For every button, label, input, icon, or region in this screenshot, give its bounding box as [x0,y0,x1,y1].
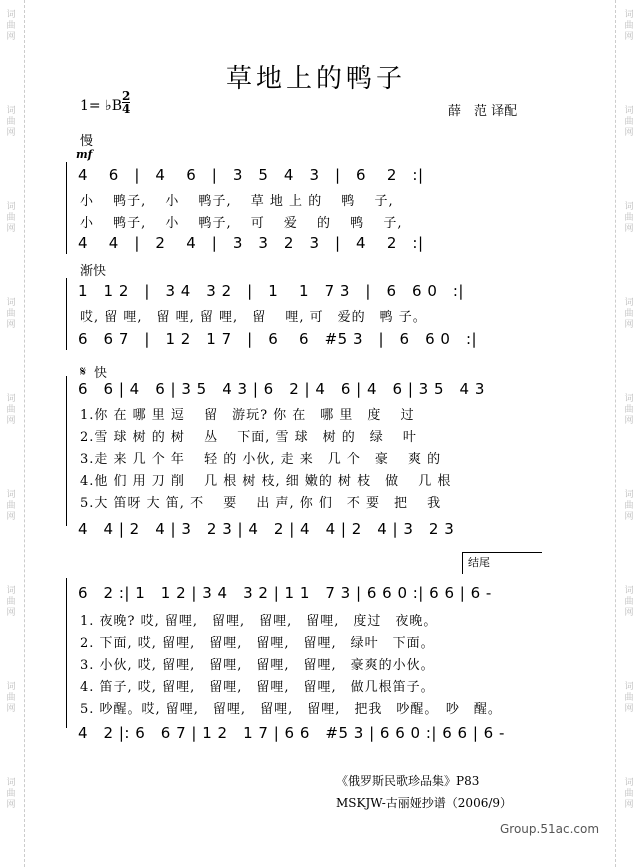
system-brace [66,376,67,526]
translator-credit: 薛 范 译配 [448,104,518,119]
section4-upper-notes: 6 2 :| 1 1 2 | 3 4 3 2 | 1 1 7 3 | 6 6 0 :| 6 6 | 6 - [78,584,492,602]
tempo-marking-slow: 慢 [80,134,94,149]
margin-mark: 词 曲 网 [624,490,634,522]
system-brace [66,162,67,254]
section3-upper-notes: 6 6 | 4 6 | 3 5 4 3 | 6 2 | 4 6 | 4 6 | 3 5 4 3 [78,380,485,398]
section1-lyric-line1: 小 鸭子, 小 鸭子, 草 地 上 的 鸭 子, [80,194,394,209]
ending-bracket [462,552,463,574]
margin-mark: 词 曲 网 [624,394,634,426]
section1-lyric-line2: 小 鸭子, 小 鸭子, 可 爱 的 鸭 子, [80,216,403,231]
section3-lower-notes: 4 4 | 2 4 | 3 2 3 | 4 2 | 4 4 | 2 4 | 3 2 3 [78,520,455,538]
tempo-marking-accelerando: 渐快 [80,264,107,279]
verse-line: 4. 笛子, 哎, 留哩, 留哩, 留哩, 留哩, 做几根笛子。 [80,680,435,695]
margin-mark: 词 曲 网 [624,586,634,618]
key-signature: 1= ♭B [80,98,122,114]
ending-label: 结尾 [468,556,490,569]
verse-line: 2.雪 球 树 的 树 丛 下面, 雪 球 树 的 绿 叶 [80,430,417,445]
verse-line: 3.走 来 几 个 年 轻 的 小伙, 走 来 几 个 豪 爽 的 [80,452,442,467]
margin-mark: 词 曲 网 [624,298,634,330]
margin-mark: 词 曲 网 [6,202,16,234]
right-margin-watermark [622,0,636,867]
ending-bracket [462,552,542,553]
margin-mark: 词 曲 网 [6,106,16,138]
verse-line: 4.他 们 用 刀 削 几 根 树 枝, 细 嫩的 树 枝 做 几 根 [80,474,452,489]
verse-line: 2. 下面, 哎, 留哩, 留哩, 留哩, 留哩, 绿叶 下面。 [80,636,435,651]
margin-mark: 词 曲 网 [6,682,16,714]
section4-lower-notes: 4 2 |: 6 6 7 | 1 2 1 7 | 6 6 #5 3 | 6 6 0 :| 6 6 | 6 - [78,724,505,742]
section2-lower-notes: 6 6 7 | 1 2 1 7 | 6 6 #5 3 | 6 6 0 :| [78,330,478,348]
site-watermark: Group.51ac.com [500,822,600,836]
verse-line: 5. 吵醒。哎, 留哩, 留哩, 留哩, 留哩, 把我 吵醒。 吵 醒。 [80,702,502,717]
section2-upper-notes: 1 1 2 | 3 4 3 2 | 1 1 7 3 | 6 6 0 :| [78,282,464,300]
verse-line: 5.大 笛呀 大 笛, 不 要 出 声, 你 们 不 要 把 我 [80,496,442,511]
dynamic-marking: mf [76,148,93,161]
margin-mark: 词 曲 网 [6,778,16,810]
tempo-marking-fast: 快 [94,366,108,381]
verse-line: 3. 小伙, 哎, 留哩, 留哩, 留哩, 留哩, 豪爽的小伙。 [80,658,435,673]
margin-mark: 词 曲 网 [6,586,16,618]
margin-mark: 词 曲 网 [6,10,16,42]
margin-mark: 词 曲 网 [624,778,634,810]
margin-mark: 词 曲 网 [624,682,634,714]
song-title: 草地上的鸭子 [226,64,407,94]
margin-mark: 词 曲 网 [6,298,16,330]
verse-line: 1.你 在 哪 里 逗 留 游玩? 你 在 哪 里 度 过 [80,408,415,423]
copyist-credit: MSKJW-古丽娅抄谱（2006/9） [336,796,513,810]
time-signature: 2 4 [122,89,131,116]
section1-upper-notes: 4 6 | 4 6 | 3 5 4 3 | 6 2 :| [78,166,424,184]
section2-lyric: 哎, 留 哩, 留 哩, 留 哩, 留 哩, 可 爱的 鸭 子。 [80,310,427,325]
system-brace [66,578,67,728]
segno-sign: 𝄋 [80,364,87,380]
margin-mark: 词 曲 网 [6,490,16,522]
left-margin-watermark [4,0,18,867]
margin-mark: 词 曲 网 [624,10,634,42]
verse-line: 1. 夜晚? 哎, 留哩, 留哩, 留哩, 留哩, 度过 夜晚。 [80,614,438,629]
source-citation: 《俄罗斯民歌珍品集》P83 [336,774,480,788]
margin-mark: 词 曲 网 [624,106,634,138]
margin-mark: 词 曲 网 [624,202,634,234]
system-brace [66,278,67,350]
section1-lower-notes: 4 4 | 2 4 | 3 3 2 3 | 4 2 :| [78,234,424,252]
margin-mark: 词 曲 网 [6,394,16,426]
